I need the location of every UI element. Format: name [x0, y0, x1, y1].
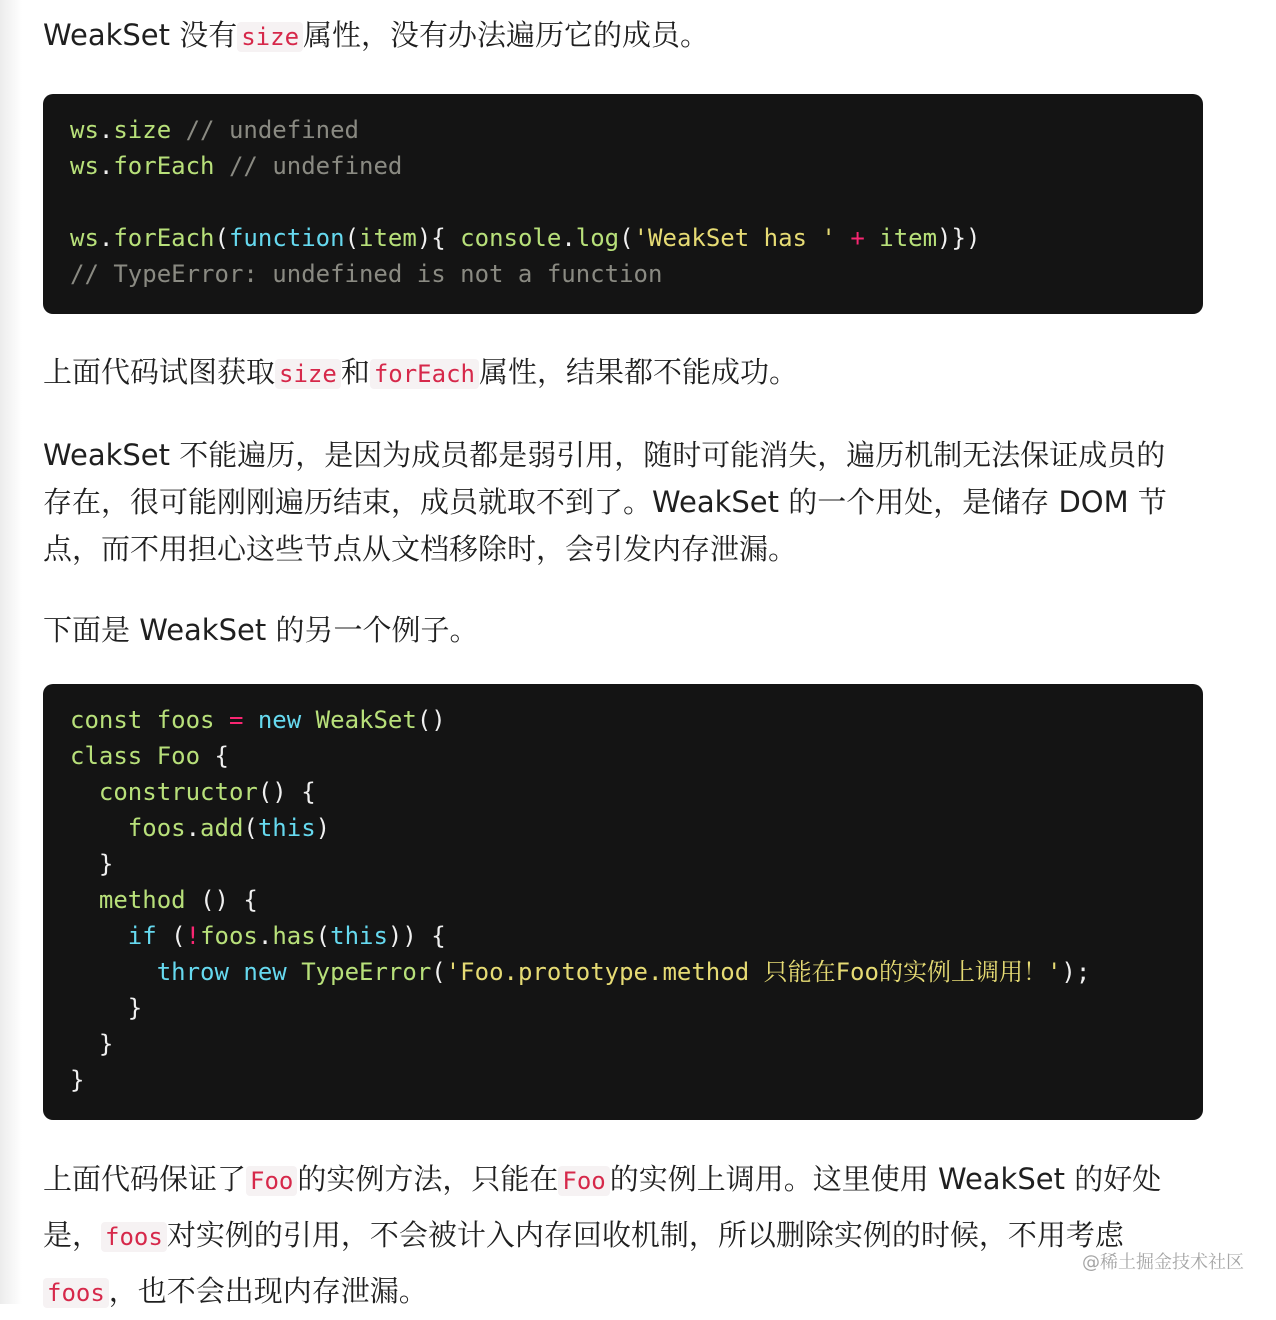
- left-edge-shade: [0, 0, 22, 1304]
- code-token: item: [879, 224, 938, 252]
- code-token: [287, 958, 301, 986]
- text: 和: [340, 355, 370, 389]
- code-token: (: [243, 814, 258, 842]
- code-line: [70, 882, 1176, 918]
- code-token: (: [315, 922, 331, 950]
- code-token: [215, 706, 229, 734]
- code-token: [70, 886, 99, 914]
- paragraph-code-explanation: [43, 349, 1183, 398]
- code-token: ws: [70, 224, 99, 252]
- code-token: [70, 958, 157, 986]
- code-block-foos-example: [43, 684, 1203, 1120]
- code-token: {: [214, 742, 229, 770]
- code-token: [142, 706, 156, 734]
- code-token: [836, 224, 850, 252]
- code-token: (: [619, 224, 634, 252]
- code-token: ws: [70, 116, 99, 144]
- code-token: foos: [127, 814, 186, 842]
- code-token: foos: [156, 706, 215, 734]
- code-token: [215, 152, 229, 180]
- code-token: has: [272, 922, 316, 950]
- code-token: TypeError: [301, 958, 432, 986]
- inline-code-size: size: [237, 22, 303, 52]
- code-token: 'Foo.prototype.method 只能在Foo的实例上调用！': [445, 958, 1062, 986]
- code-token: .: [185, 814, 201, 842]
- code-token: Foo: [156, 742, 201, 770]
- code-token: [70, 994, 128, 1022]
- code-token: // undefined: [185, 116, 359, 144]
- code-token: () {: [200, 886, 258, 914]
- code-line: [70, 918, 1176, 954]
- code-token: }: [98, 1030, 114, 1058]
- code-token: function: [228, 224, 345, 252]
- code-token: }: [127, 994, 143, 1022]
- text: 属性，没有办法遍历它的成员。: [303, 18, 710, 52]
- code-token: console: [460, 224, 562, 252]
- code-token: forEach: [113, 224, 215, 252]
- code-token: (: [171, 922, 186, 950]
- code-line: [70, 112, 1176, 148]
- code-token: WeakSet: [315, 706, 417, 734]
- code-line: [70, 990, 1176, 1026]
- code-token: ): [315, 814, 331, 842]
- code-token: =: [228, 706, 244, 734]
- code-token: .: [98, 224, 114, 252]
- text: 的实例方法，只能在: [297, 1162, 559, 1196]
- code-line: [70, 846, 1176, 882]
- paragraph-weakset-no-size: [43, 12, 1183, 61]
- code-token: 'WeakSet has ': [633, 224, 836, 252]
- code-token: [301, 706, 315, 734]
- code-token: (: [214, 224, 229, 252]
- code-line: [70, 954, 1176, 990]
- code-token: this: [257, 814, 316, 842]
- code-token: [186, 886, 200, 914]
- code-line: [70, 256, 1176, 292]
- code-token: foos: [200, 922, 258, 950]
- code-line: [70, 810, 1176, 846]
- code-token: class: [70, 742, 143, 770]
- code-token: method: [98, 886, 186, 914]
- code-token: add: [200, 814, 244, 842]
- inline-code-foos: foos: [101, 1222, 167, 1252]
- code-token: [171, 116, 185, 144]
- code-token: (: [431, 958, 446, 986]
- code-token: constructor: [98, 778, 258, 806]
- watermark-juejin: @稀土掘金技术社区: [1082, 1252, 1244, 1273]
- code-token: }: [98, 850, 114, 878]
- code-lines: [70, 702, 1176, 1098]
- paragraph-weakset-not-iterable: WeakSet 不能遍历，是因为成员都是弱引用，随时可能消失，遍历机制无法保证成员的存在，很可能刚刚遍历结束，成员就取不到了。WeakSet 的一个用处，是储存 DOM 节点，而不用担心这些节点从文档移除时，会引发内存泄漏。: [43, 438, 1167, 566]
- code-token: [70, 1030, 99, 1058]
- text: 上面代码试图获取: [43, 355, 276, 389]
- inline-code-foo: Foo: [246, 1166, 297, 1196]
- code-token: () {: [257, 778, 316, 806]
- code-token: forEach: [113, 152, 215, 180]
- code-token: .: [98, 116, 114, 144]
- inline-code-foreach: forEach: [370, 359, 479, 389]
- code-token: (: [344, 224, 360, 252]
- code-token: [70, 778, 99, 806]
- code-line: [70, 220, 1176, 256]
- code-token: const: [70, 706, 143, 734]
- paragraph-another-example: 下面是 WeakSet 的另一个例子。: [43, 613, 479, 647]
- code-token: [243, 706, 257, 734]
- text: WeakSet 没有: [43, 18, 238, 52]
- text: 上面代码保证了: [43, 1162, 247, 1196]
- code-token: [865, 224, 879, 252]
- inline-code-foos: foos: [43, 1278, 109, 1308]
- code-token: ws: [70, 152, 99, 180]
- code-token: new: [243, 958, 287, 986]
- code-lines: [70, 112, 1176, 292]
- code-token: ){: [416, 224, 461, 252]
- text: 属性，结果都不能成功。: [478, 355, 798, 389]
- code-token: [70, 922, 128, 950]
- inline-code-foo: Foo: [558, 1166, 609, 1196]
- inline-code-size: size: [275, 359, 341, 389]
- code-token: [142, 742, 156, 770]
- code-token: item: [359, 224, 417, 252]
- code-token: (): [416, 706, 446, 734]
- text: 对实例的引用，不会被计入内存回收机制，所以删除实例的时候，不用考虑: [166, 1218, 1124, 1252]
- code-block-weakset-size: [43, 94, 1203, 314]
- code-line: [70, 1062, 1176, 1098]
- code-token: )) {: [387, 922, 446, 950]
- code-line: [70, 184, 1176, 220]
- code-token: this: [330, 922, 388, 950]
- code-token: size: [113, 116, 172, 144]
- code-token: if: [127, 922, 157, 950]
- code-token: new: [257, 706, 302, 734]
- text: 的实例上调用。这里使用 WeakSet 的好处是，: [43, 1162, 1162, 1252]
- code-token: .: [257, 922, 273, 950]
- code-token: // TypeError: undefined is not a function: [70, 260, 663, 288]
- code-token: [229, 958, 243, 986]
- code-token: // undefined: [228, 152, 403, 180]
- text: ，也不会出现内存泄漏。: [108, 1274, 428, 1308]
- code-line: [70, 702, 1176, 738]
- code-token: +: [850, 224, 865, 252]
- code-line: [70, 1026, 1176, 1062]
- code-token: );: [1061, 958, 1091, 986]
- code-token: )}): [937, 224, 981, 252]
- code-token: [200, 742, 214, 770]
- code-token: [70, 850, 99, 878]
- paragraph-foo-explanation: [43, 1152, 1183, 1320]
- code-token: [70, 814, 128, 842]
- code-token: !: [185, 922, 201, 950]
- code-line: [70, 148, 1176, 184]
- code-token: [157, 922, 171, 950]
- code-token: }: [70, 1066, 85, 1094]
- code-token: .: [561, 224, 576, 252]
- code-line: [70, 738, 1176, 774]
- code-token: .: [98, 152, 114, 180]
- code-line: [70, 774, 1176, 810]
- code-token: log: [575, 224, 620, 252]
- code-token: throw: [156, 958, 229, 986]
